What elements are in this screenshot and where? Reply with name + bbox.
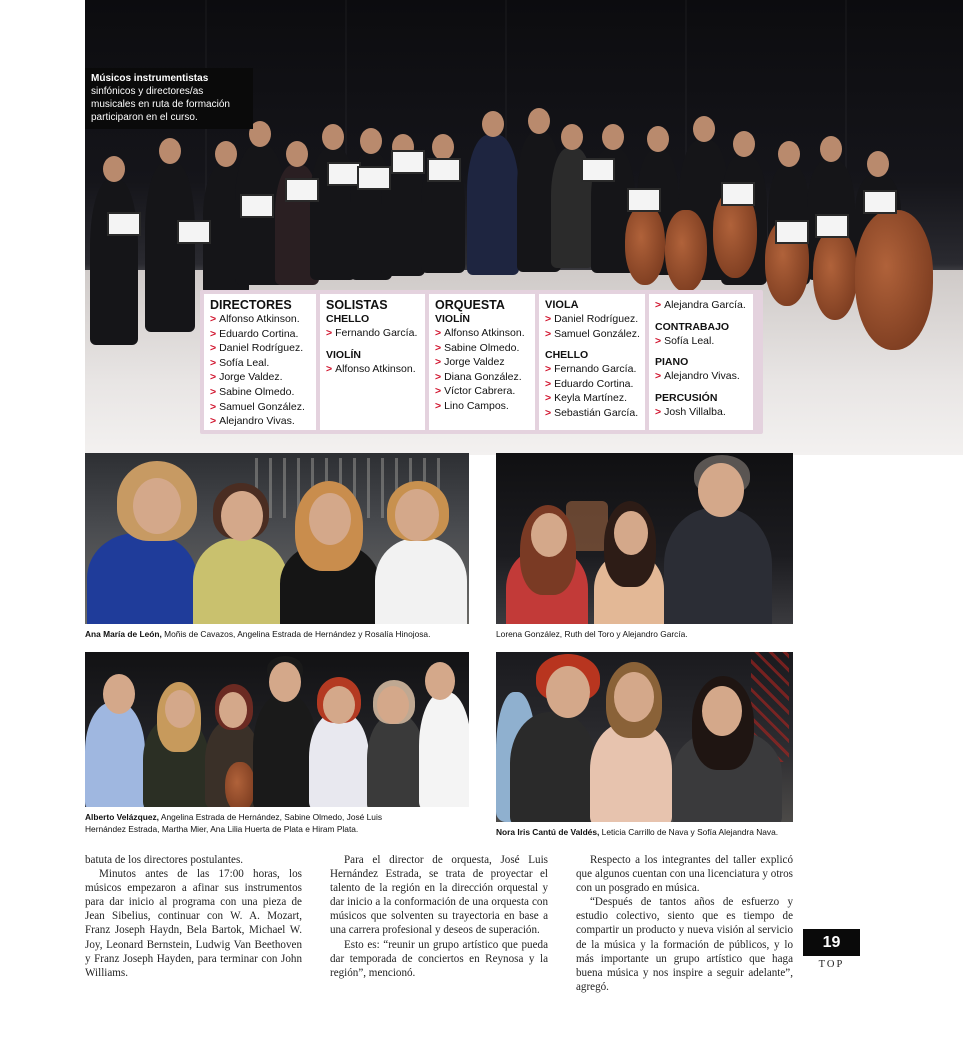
list-item: > Eduardo Cortina. [545,377,639,392]
photo-group-4 [496,652,793,822]
list-item: > Alejandro Vivas. [210,414,310,429]
magazine-brand: TOP [818,959,845,970]
photo1-caption [85,628,485,640]
solistas-violin-title: VIOLÍN [326,348,362,361]
roster-orquesta [429,294,535,430]
list-item: > Sebastián García. [545,406,639,421]
list-item: > Alfonso Atkinson. [210,312,310,327]
list-item: > Sabine Olmedo. [435,341,529,356]
roster-panel [200,290,763,434]
photo-group-3 [85,652,469,807]
list-item: > Josh Villalba. [655,405,747,420]
roster-solistas [320,294,425,430]
list-item: > Víctor Cabrera. [435,384,529,399]
list-item: > Daniel Rodríguez. [545,312,639,327]
paragraph: Para el director de orquesta, José Luis Hernández Estrada, se trata de proyectar el talento de la región en la dirección orquestal y dar inicio a la conformación de una orquesta con músicos que solventen su trayectoria en base a una carrera profesional y deseos de superación. [330,854,548,937]
photo4-caption-text: Leticia Carrillo de Nava y Sofía Alejandra Nava. [599,827,779,837]
hero-caption-text: sinfónicos y directores/as musicales en ruta de formación participaron en el curso. [91,86,230,123]
roster-viola-chello [539,294,645,430]
list-item: > Eduardo Cortina. [210,327,310,342]
percusion-title: PERCUSIÓN [655,391,718,404]
photo-group-2 [496,453,793,624]
list-item: > Jorge Valdez. [210,370,310,385]
list-item: > Sabine Olmedo. [210,385,310,400]
list-item: > Diana González. [435,370,529,385]
list-item: > Keyla Martínez. [545,391,639,406]
directores-title: DIRECTORES [210,298,292,312]
paragraph: Minutos antes de las 17:00 horas, los músicos empezaron a afinar sus instrumentos para dar inicio al programa con una pieza de Jean Sibelius, continuar con W. A. Mozart, Franz Joseph Haydn, Bela Bartok, Michael W. Joy, Leonard Bernstein, Ludwig Van Beethoven y Franz Joseph Hayden, para terminar con John Williams. [85,868,302,979]
list-item: > Samuel González. [545,327,639,342]
paragraph: Esto es: “reunir un grupo artístico que pueda dar temporada de conciertos en Reynosa y la región”, mencionó. [330,938,548,979]
list-item: > Alejandra García. [655,298,747,313]
list-item: > Alejandro Vivas. [655,369,747,384]
page-number: 19 [803,929,860,956]
roster-last-column [649,294,753,430]
list-item: > Sofía Leal. [210,356,310,371]
hero-caption-bold: Músicos instrumentistas [91,73,209,84]
photo1-caption-text: Moñis de Cavazos, Angelina Estrada de Hernández y Rosalía Hinojosa. [161,629,431,639]
list-item: > Lino Campos. [435,399,529,414]
roster-directores [204,294,316,430]
article-column-3 [576,853,793,994]
list-item: > Fernando García. [545,362,639,377]
article-column-2 [330,853,548,980]
paragraph: “Después de tantos años de esfuerzo y estudio colectivo, siento que es tiempo de compartir un producto y nueva visión al servicio de la música y la formación de públicos, y lo más importante un grupo artístico que haga buena música y nos inspire a seguir adelante”, agregó. [576,896,793,993]
contrabajo-title: CONTRABAJO [655,320,730,333]
piano-title: PIANO [655,356,689,369]
photo3-caption [85,811,425,835]
list-item: > Samuel González. [210,400,310,415]
article-column-1 [85,853,302,980]
orquesta-violin-title: VIOLÍN [435,313,471,325]
photo3-caption-bold: Alberto Velázquez, [85,812,159,822]
hero-caption [85,68,253,129]
orquesta-title: ORQUESTA [435,298,505,312]
list-item: > Alfonso Atkinson. [326,362,419,377]
photo4-caption [496,826,796,838]
photo4-caption-bold: Nora Iris Cantú de Valdés, [496,827,600,837]
list-item: > Daniel Rodríguez. [210,341,310,356]
solistas-title: SOLISTAS [326,298,388,312]
list-item: > Alfonso Atkinson. [435,326,529,341]
photo3-caption-text: Angelina Estrada de Hernández, Sabine Olmedo, José Luis Hernández Estrada, Martha Mier, Ana Lilia Huerta de Plata e Hiram Plata. [85,812,383,834]
paragraph: Respecto a los integrantes del taller explicó que algunos cuentan con una licenciatura y otros con un posgrado en música. [576,854,793,895]
photo2-caption: Lorena González, Ruth del Toro y Alejandro García. [496,629,688,639]
paragraph: batuta de los directores postulantes. [85,854,244,866]
chello-title: CHELLO [545,349,589,362]
list-item: > Sofía Leal. [655,334,747,349]
photo-group-1 [85,453,469,624]
solistas-chello-title: CHELLO [326,313,370,325]
list-item: > Fernando García. [326,326,419,341]
photo1-caption-bold: Ana María de León, [85,629,162,639]
list-item: > Jorge Valdez [435,355,529,370]
viola-title: VIOLA [545,299,579,311]
